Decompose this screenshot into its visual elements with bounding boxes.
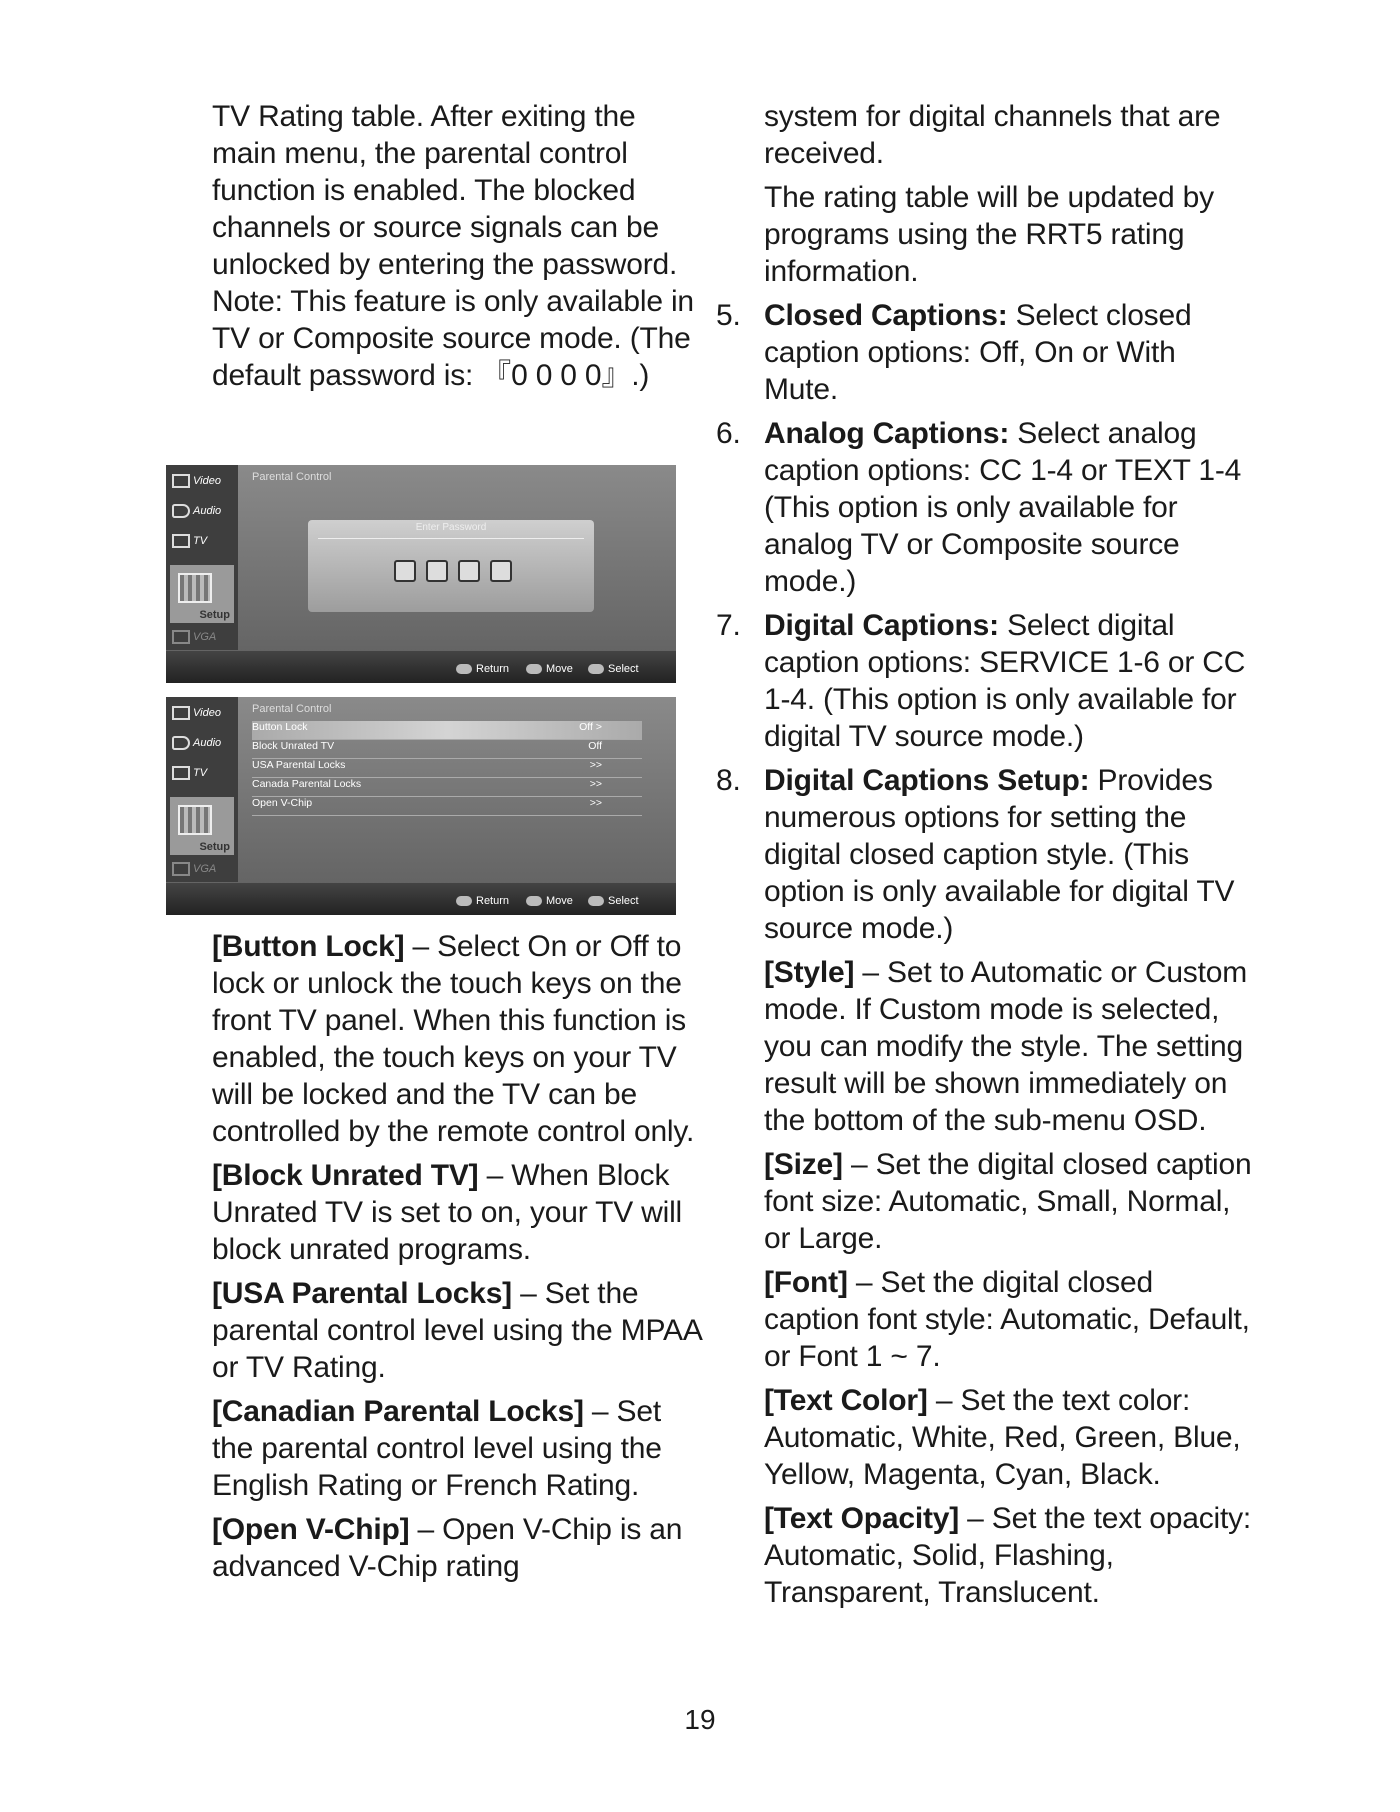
option-block-unrated: [Block Unrated TV] – When Block Unrated TV is set to on, your TV will block unrated programs. <box>212 1159 683 1266</box>
numbered-item-6: 6. Analog Captions: Select analog caption options: CC 1-4 or TEXT 1-4 (This option is only available for analog TV or Composite source mode.) <box>716 417 1242 598</box>
setup-icon <box>178 805 212 835</box>
tv-icon <box>172 766 190 780</box>
vga-icon <box>172 862 190 876</box>
menu-row-button-lock: Button Lock Off > <box>252 721 642 740</box>
sub-option-font: [Font] – Set the digital closed caption font style: Automatic, Default, or Font 1 ~ 7. <box>764 1266 1250 1373</box>
password-digit-box <box>394 560 416 582</box>
osd-menu-screenshot <box>166 697 676 915</box>
audio-icon <box>172 504 190 518</box>
numbered-item-5: 5. Closed Captions: Select closed caption options: Off, On or With Mute. <box>716 299 1192 406</box>
select-button-icon <box>588 896 604 906</box>
intro-paragraph: TV Rating table. After exiting the main menu, the parental control function is enabled. The blocked channels or source signals can be unlocked by entering the password. Note: This feature is only available in TV or Composite source mode. (The default password is: 『0 0 0 0』.) <box>212 100 694 392</box>
osd-sidebar-setup: Setup <box>170 797 234 855</box>
osd-sidebar-setup: Setup <box>170 565 234 623</box>
osd-sidebar-audio: Audio <box>172 731 221 755</box>
numbered-item-7: 7. Digital Captions: Select digital caption options: SERVICE 1-6 or CC 1-4. (This option is only available for digital TV source mode.) <box>716 609 1246 753</box>
password-label: Enter Password <box>415 522 487 533</box>
password-digit-box <box>426 560 448 582</box>
nav-return: Return <box>456 895 509 907</box>
password-digit-box <box>458 560 480 582</box>
password-dialog <box>308 520 594 612</box>
nav-return: Return <box>456 663 509 675</box>
menu-row-open-vchip: Open V-Chip >> <box>252 797 642 816</box>
video-icon <box>172 706 190 720</box>
nav-move: Move <box>526 895 573 907</box>
password-digit-box <box>490 560 512 582</box>
left-column <box>212 98 702 401</box>
sub-option-text-opacity: [Text Opacity] – Set the text opacity: Automatic, Solid, Flashing, Transparent, Translucent. <box>764 1502 1252 1609</box>
menu-row-block-unrated: Block Unrated TV Off <box>252 740 642 759</box>
sub-option-style: [Style] – Set to Automatic or Custom mode. If Custom mode is selected, you can modify the style. The setting result will be shown immediately on the bottom of the sub-menu OSD. <box>764 956 1248 1137</box>
option-canadian-locks: [Canadian Parental Locks] – Set the parental control level using the English Rating or French Rating. <box>212 1395 662 1502</box>
osd-sidebar <box>166 465 238 650</box>
tv-icon <box>172 534 190 548</box>
menu-row-usa-locks: USA Parental Locks >> <box>252 759 642 778</box>
return-button-icon <box>456 664 472 674</box>
right-column <box>716 98 1256 1618</box>
osd-password-screenshot <box>166 465 676 683</box>
option-open-vchip: [Open V-Chip] – Open V-Chip is an advanced V-Chip rating <box>212 1513 683 1583</box>
numbered-item-8: 8. Digital Captions Setup: Provides numerous options for setting the digital closed caption style. (This option is only available for digital TV source mode.) <box>716 764 1235 945</box>
page-number: 19 <box>684 1704 716 1735</box>
sub-option-size: [Size] – Set the digital closed caption font size: Automatic, Small, Normal, or Large. <box>764 1148 1252 1255</box>
osd-sidebar-audio: Audio <box>172 499 221 523</box>
sub-option-text-color: [Text Color] – Set the text color: Automatic, White, Red, Green, Blue, Yellow, Magenta, Cyan, Black. <box>764 1384 1241 1491</box>
continued-paragraph: system for digital channels that are received. <box>764 100 1221 170</box>
divider <box>318 538 584 539</box>
osd-sidebar-video: Video <box>172 469 221 493</box>
osd-sidebar-tv: TV <box>172 761 207 785</box>
option-button-lock: [Button Lock] – Select On or Off to lock or unlock the touch keys on the front TV panel. When this function is enabled, the touch keys on your TV will be locked and the TV can be controlled by the remote control only. <box>212 930 695 1148</box>
password-digits <box>394 560 512 582</box>
osd-sidebar-video: Video <box>172 701 221 725</box>
osd-title: Parental Control <box>252 703 332 715</box>
move-button-icon <box>526 896 542 906</box>
vga-icon <box>172 630 190 644</box>
move-button-icon <box>526 664 542 674</box>
nav-select: Select <box>588 895 639 907</box>
osd-sidebar-vga: VGA <box>172 857 216 881</box>
return-button-icon <box>456 896 472 906</box>
option-usa-locks: [USA Parental Locks] – Set the parental control level using the MPAA or TV Rating. <box>212 1277 701 1384</box>
osd-title: Parental Control <box>252 471 332 483</box>
video-icon <box>172 474 190 488</box>
left-column-lower <box>212 928 702 1592</box>
nav-select: Select <box>588 663 639 675</box>
nav-move: Move <box>526 663 573 675</box>
audio-icon <box>172 736 190 750</box>
rating-update-paragraph: The rating table will be updated by programs using the RRT5 rating information. <box>764 181 1214 288</box>
select-button-icon <box>588 664 604 674</box>
menu-row-canada-locks: Canada Parental Locks >> <box>252 778 642 797</box>
osd-sidebar-tv: TV <box>172 529 207 553</box>
osd-sidebar <box>166 697 238 882</box>
osd-sidebar-vga: VGA <box>172 625 216 649</box>
setup-icon <box>178 573 212 603</box>
